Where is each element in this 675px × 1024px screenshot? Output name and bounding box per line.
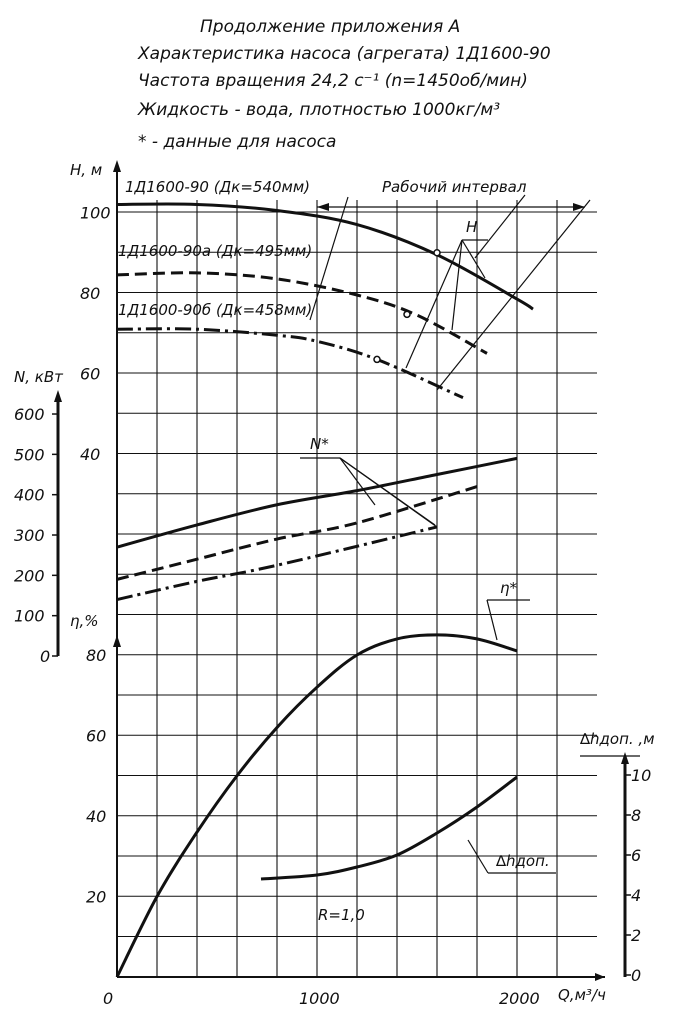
n-tick-label: 0 bbox=[40, 647, 51, 666]
q-tick-label: 1000 bbox=[299, 989, 340, 1008]
working-range-right-boundary bbox=[437, 200, 590, 390]
h-callout: H bbox=[466, 218, 478, 236]
q-axis-label: Q,м³/ч bbox=[558, 986, 606, 1004]
n-tick-label: 300 bbox=[14, 526, 45, 546]
eta-tick-label: 20 bbox=[86, 887, 107, 907]
n-tick-label: 200 bbox=[14, 566, 45, 586]
eta-axis-label: η,% bbox=[70, 612, 99, 630]
eta-tick-label: 60 bbox=[86, 726, 107, 746]
dh-tick-label: 10 bbox=[631, 766, 652, 785]
series-line bbox=[117, 329, 463, 398]
eta-callout: η* bbox=[500, 579, 518, 597]
q-tick-label: 0 bbox=[103, 989, 114, 1008]
h-callout-leader bbox=[452, 240, 462, 330]
n-tick-label: 100 bbox=[14, 606, 45, 626]
working-range-arrow-left bbox=[317, 203, 329, 211]
working-range-label: Рабочий интервал bbox=[382, 178, 527, 196]
h-callout-leader bbox=[406, 240, 462, 368]
dh-tick-label: 8 bbox=[631, 806, 642, 825]
dh-tick-label: 4 bbox=[631, 886, 642, 905]
q-tick-label: 2000 bbox=[499, 989, 540, 1008]
header-line-2: Характеристика насоса (агрегата) 1Д1600-90 bbox=[138, 44, 551, 64]
header-line-3: Частота вращения 24,2 с⁻¹ (n=1450об/мин) bbox=[138, 71, 528, 91]
operating-point-marker bbox=[374, 356, 380, 362]
series-label-90b: 1Д1600-90б (Дк=458мм) bbox=[118, 301, 313, 319]
dh-tick-label: 6 bbox=[631, 846, 642, 865]
header-line-5: * - данные для насоса bbox=[138, 132, 337, 152]
series-line bbox=[261, 777, 517, 879]
operating-point-marker bbox=[404, 311, 410, 317]
working-range-arrow-right bbox=[573, 203, 585, 211]
n-axis-arrow bbox=[54, 390, 62, 402]
h-tick-label: 100 bbox=[80, 203, 111, 223]
dh-axis-label: ∆hдоп. ,м bbox=[580, 730, 655, 748]
h-tick-label: 40 bbox=[80, 445, 101, 464]
dh-axis-arrow bbox=[621, 752, 629, 764]
h-tick-label: 80 bbox=[80, 284, 101, 303]
eta-axis-arrow bbox=[113, 635, 121, 647]
header bbox=[137, 17, 551, 152]
h-axis-arrow bbox=[113, 160, 121, 172]
n-tick-label: 500 bbox=[14, 445, 45, 465]
operating-point-marker bbox=[434, 250, 440, 256]
eta-callout-leader bbox=[487, 600, 497, 640]
eta-tick-label: 80 bbox=[86, 646, 107, 665]
h-axis-label: H, м bbox=[70, 161, 103, 179]
n-axis-label: N, кВт bbox=[14, 368, 63, 386]
series-label-90a: 1Д1600-90а (Дк=495мм) bbox=[118, 242, 313, 260]
dh-tick-label: 0 bbox=[631, 966, 642, 985]
r-annotation: R=1,0 bbox=[318, 906, 365, 924]
eta-tick-label: 40 bbox=[86, 807, 107, 826]
header-line-4: Жидкость - вода, плотностью 1000кг/м³ bbox=[138, 100, 501, 120]
h-tick-label: 60 bbox=[80, 364, 101, 384]
n-tick-label: 400 bbox=[14, 485, 45, 505]
dh-callout: ∆hдоп. bbox=[496, 852, 550, 870]
q-axis-arrow bbox=[595, 973, 605, 981]
n-callout: N* bbox=[310, 435, 329, 453]
series-label-90: 1Д1600-90 (Дк=540мм) bbox=[125, 178, 311, 196]
n-tick-label: 600 bbox=[14, 405, 45, 425]
header-line-1: Продолжение приложения А bbox=[200, 17, 461, 37]
dh-tick-label: 2 bbox=[631, 926, 642, 945]
